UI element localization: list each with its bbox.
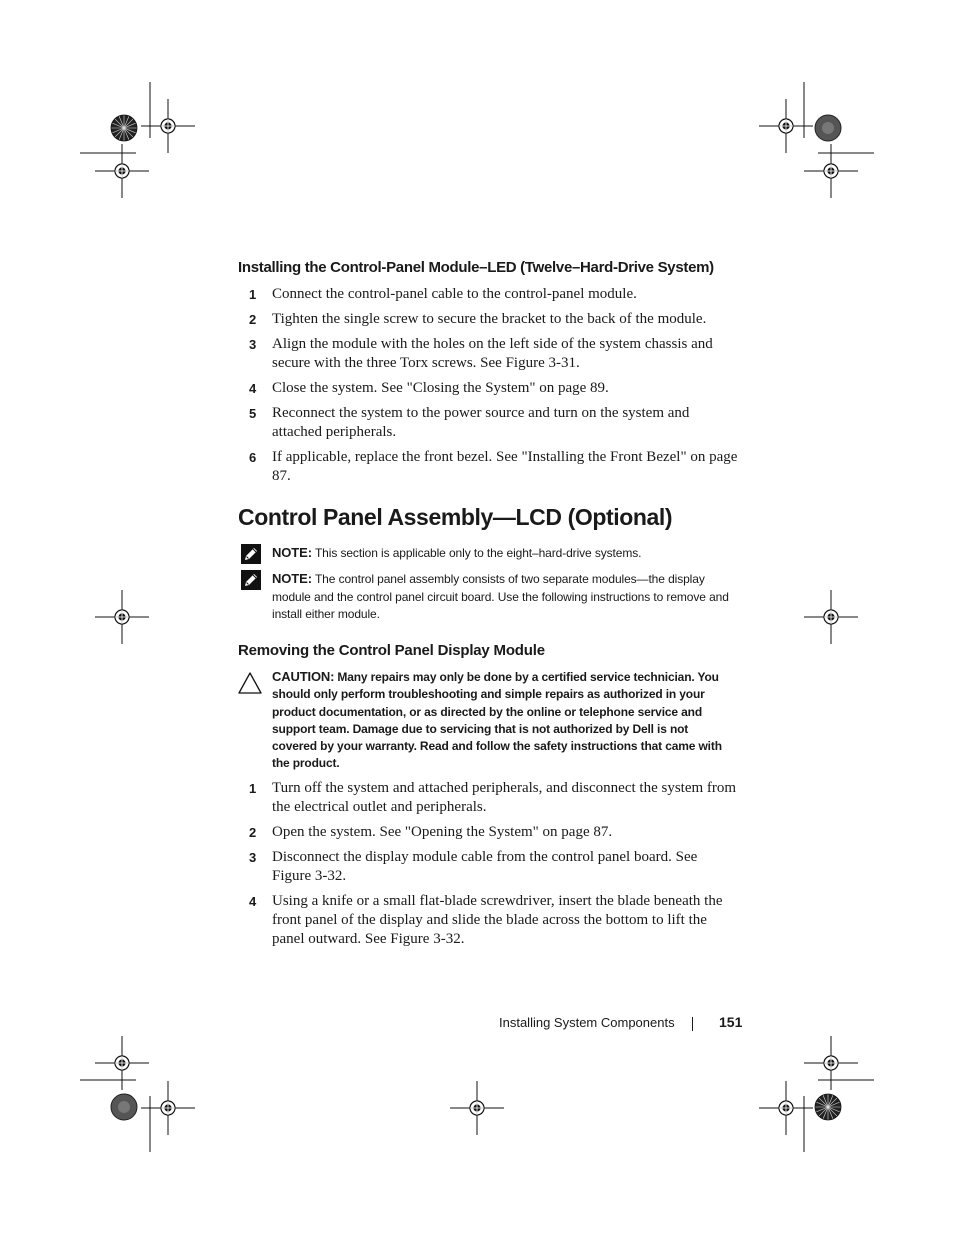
step-text: Tighten the single screw to secure the bracket to the back of the module. <box>272 311 707 327</box>
pencil-note-icon <box>241 544 261 564</box>
list-item <box>238 848 738 886</box>
subsection-heading: Removing the Control Panel Display Module <box>238 642 545 659</box>
step-text: Reconnect the system to the power source and turn on the system and attached peripherals. <box>272 405 690 440</box>
step-number: 2 <box>249 825 257 840</box>
list-item <box>238 335 738 373</box>
note-text: The control panel assembly consists of two separate modules—the display module and the control panel circuit board. Use the following instructions to remove and install either module. <box>272 572 729 621</box>
step-number: 4 <box>249 381 257 396</box>
chapter-heading: Control Panel Assembly—LCD (Optional) <box>238 504 673 530</box>
note-text: This section is applicable only to the eight–hard-drive systems. <box>314 546 642 560</box>
footer-chapter-title: Installing System Components <box>499 1015 675 1030</box>
step-text: Using a knife or a small flat-blade screwdriver, insert the blade beneath the front panel of the display and slide the blade across the bottom to lift the panel outward. See Figure 3-32. <box>272 893 723 947</box>
list-item <box>238 404 738 442</box>
step-number: 2 <box>249 312 257 327</box>
list-item <box>238 310 738 329</box>
step-number: 3 <box>249 337 257 352</box>
pencil-note-icon <box>241 570 261 590</box>
list-item <box>238 823 738 842</box>
step-number: 1 <box>249 781 257 796</box>
note-label: NOTE: <box>272 571 312 586</box>
page-number: 151 <box>719 1014 743 1030</box>
list-item <box>238 285 738 304</box>
step-number: 4 <box>249 894 257 909</box>
list-item <box>238 779 738 817</box>
step-text: Close the system. See "Closing the System" on page 89. <box>272 380 609 396</box>
step-number: 3 <box>249 850 257 865</box>
install-steps-list <box>238 285 738 486</box>
step-text: Open the system. See "Opening the System" on page 87. <box>272 824 613 840</box>
list-item <box>238 379 738 398</box>
list-item <box>238 448 738 486</box>
note-label: NOTE: <box>272 545 312 560</box>
step-text: Disconnect the display module cable from the control panel board. See Figure 3-32. <box>272 849 698 884</box>
remove-steps-list <box>238 779 738 949</box>
footer-divider <box>692 1017 693 1031</box>
step-text: Align the module with the holes on the left side of the system chassis and secure with the three Torx screws. See Figure 3-31. <box>272 336 713 371</box>
step-number: 6 <box>249 450 257 465</box>
caution-label: CAUTION: <box>272 669 335 684</box>
step-text: Turn off the system and attached peripherals, and disconnect the system from the electrical outlet and peripherals. <box>272 780 737 815</box>
section-heading: Installing the Control-Panel Module–LED (Twelve–Hard-Drive System) <box>238 259 714 276</box>
step-text: Connect the control-panel cable to the control-panel module. <box>272 286 637 302</box>
step-number: 1 <box>249 287 257 302</box>
list-item <box>238 892 738 949</box>
caution-triangle-icon <box>238 672 262 694</box>
caution-text: Many repairs may only be done by a certified service technician. You should only perform troubleshooting and simple repairs as authorized in your product documentation, or as directed by the online or telephone service and support team. Damage due to servicing that is not authorized by Dell is not covered by your warranty. Read and follow the safety instructions that came with the product. <box>272 670 722 771</box>
step-number: 5 <box>249 406 257 421</box>
step-text: If applicable, replace the front bezel. See "Installing the Front Bezel" on page 87. <box>272 449 738 484</box>
